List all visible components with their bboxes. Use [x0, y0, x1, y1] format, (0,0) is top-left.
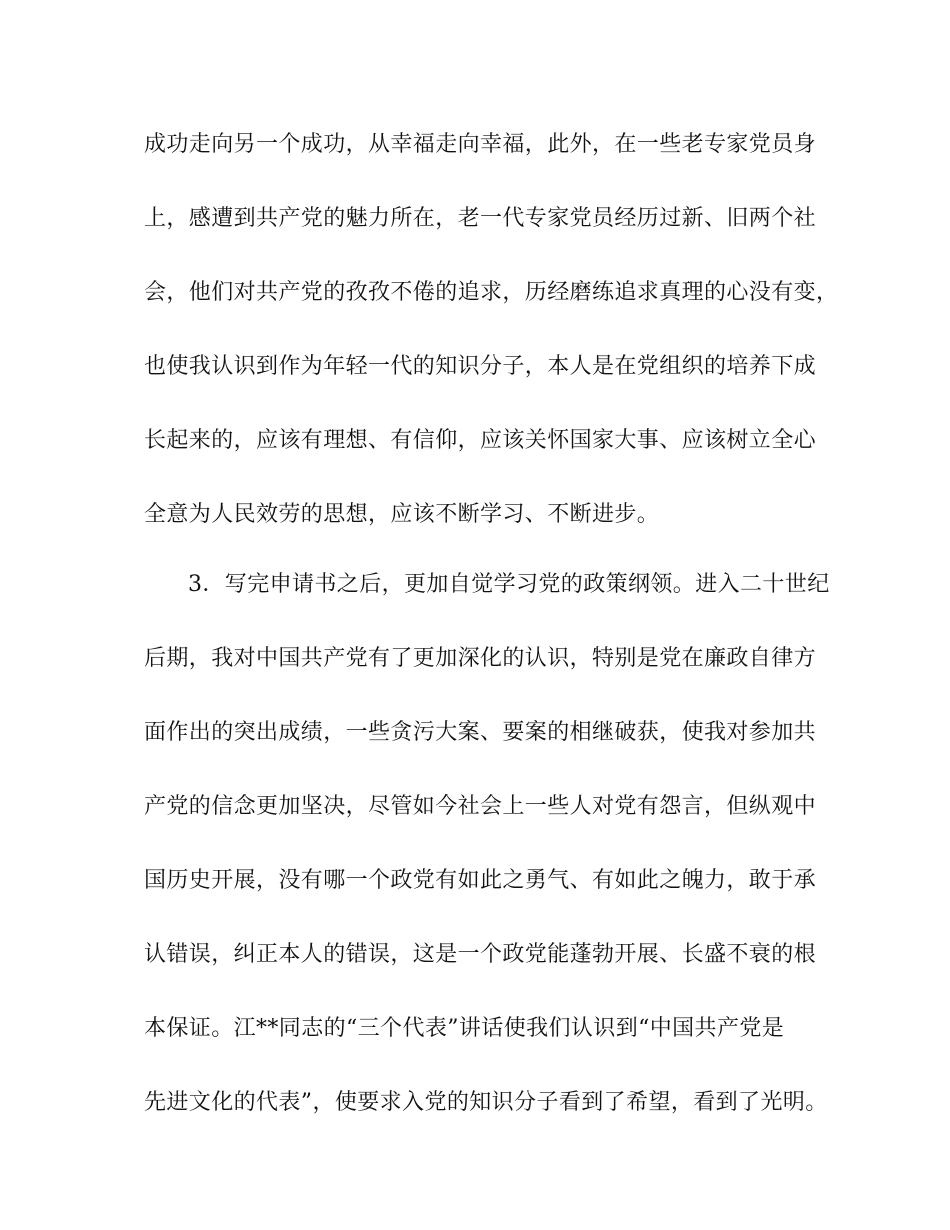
- text-line: 产党的信念更加坚决，尽管如今社会上一些人对党有怨言，但纵观中: [144, 794, 817, 819]
- text-line: 后期，我对中国共产党有了更加深化的认识，特别是党在廉政自律方: [144, 646, 817, 671]
- text-line: 长起来的，应该有理想、有信仰，应该关怀国家大事、应该树立全心: [144, 428, 817, 453]
- text-line: 会，他们对共产党的孜孜不倦的追求，历经磨练追求真理的心没有变，: [144, 280, 839, 305]
- text-line: 成功走向另一个成功，从幸福走向幸福，此外，在一些老专家党员身: [144, 132, 817, 157]
- text-line: 认错误，纠正本人的错误，这是一个政党能蓬勃开展、长盛不衰的根: [144, 942, 817, 967]
- text-line: 国历史开展，没有哪一个政党有如此之勇气、有如此之魄力，敢于承: [144, 868, 817, 893]
- text-line: 也使我认识到作为年轻一代的知识分子，本人是在党组织的培养下成: [144, 354, 817, 379]
- text-line: 全意为人民效劳的思想，应该不断学习、不断进步。: [144, 502, 660, 527]
- text-line: 面作出的突出成绩，一些贪污大案、要案的相继破获，使我对参加共: [144, 720, 817, 745]
- text-line: 上，感遭到共产党的魅力所在，老一代专家党员经历过新、旧两个社: [144, 206, 817, 231]
- text-line: 本保证。江**同志的“三个代表”讲话使我们认识到“中国共产党是: [144, 1016, 785, 1041]
- text-line: 先进文化的代表”，使要求入党的知识分子看到了希望，看到了光明。: [144, 1090, 828, 1115]
- text-line: 3．写完申请书之后，更加自觉学习党的政策纲领。进入二十世纪: [188, 572, 830, 597]
